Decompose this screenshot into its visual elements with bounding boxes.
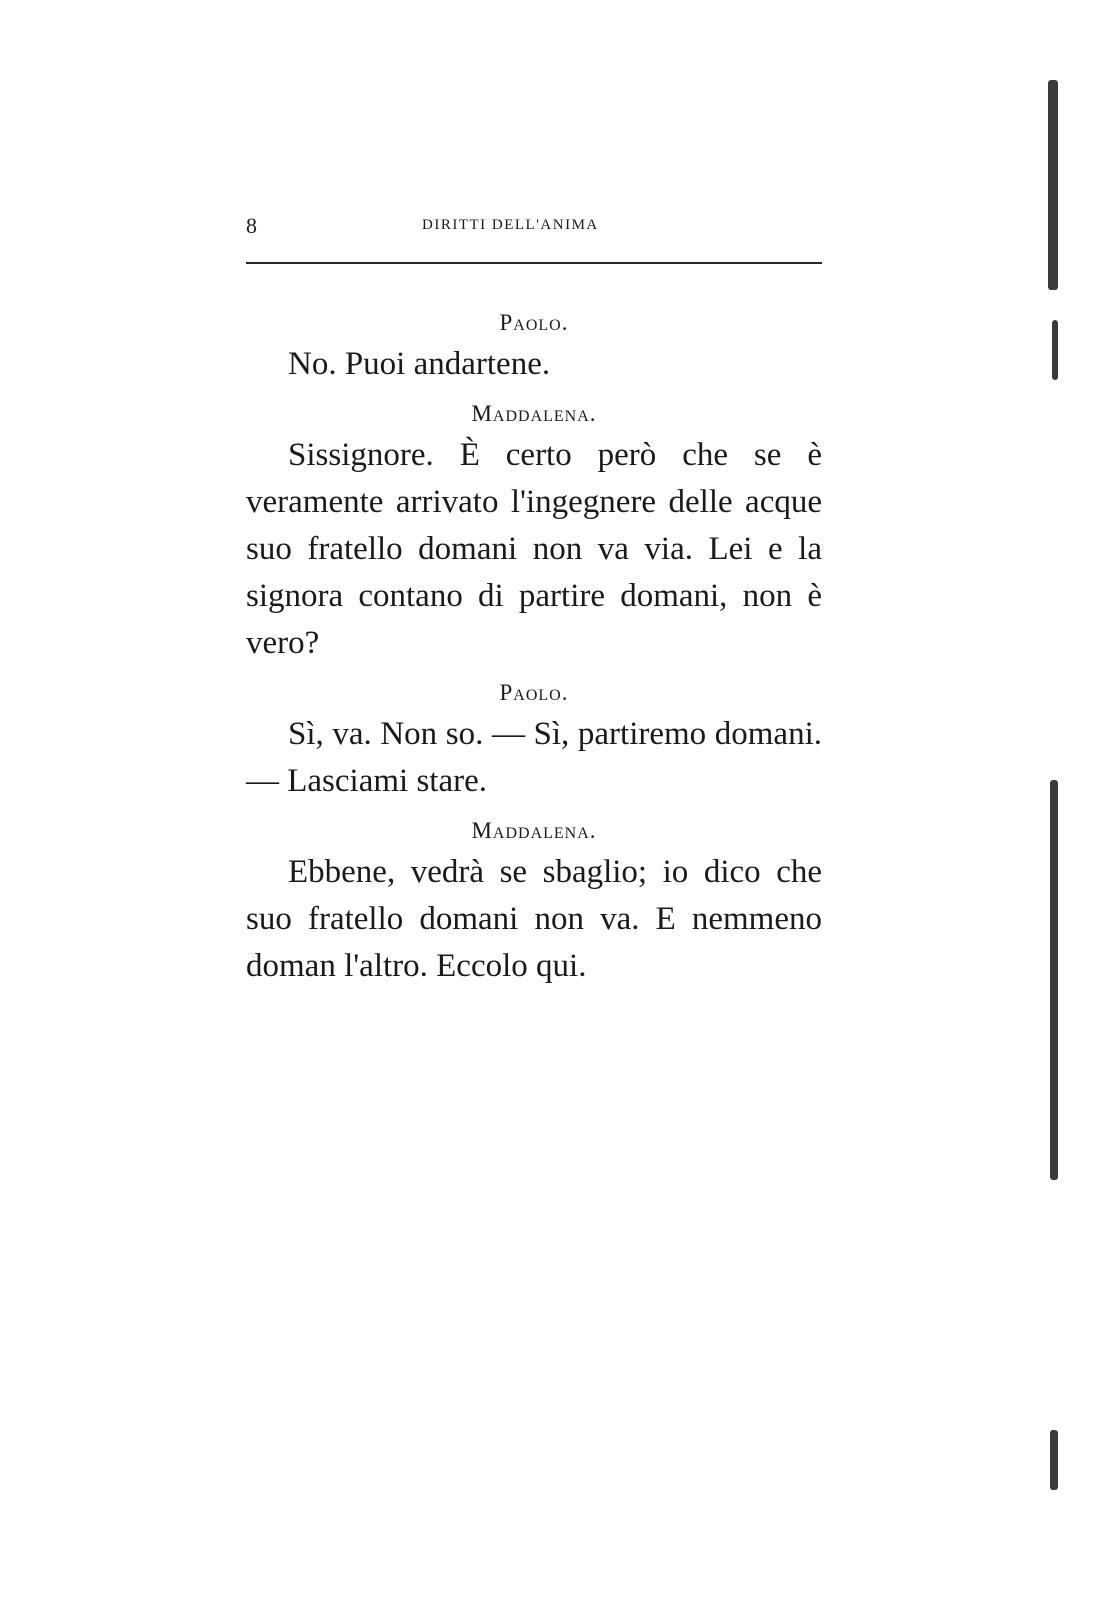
running-title: DIRITTI DELL'ANIMA [422, 217, 599, 233]
speaker-name: Maddalena. [471, 401, 597, 426]
page-number: 8 [246, 213, 257, 238]
header-rule [246, 262, 822, 264]
speaker-name: Paolo. [499, 680, 569, 705]
speaker-name: Paolo. [499, 310, 569, 335]
speech-paragraph: Ebbene, vedrà se sbaglio; io dico che suo fratello domani non va. E nemmeno doman l'altro. Eccolo qui. [246, 854, 822, 984]
binding-edge-mark [1050, 780, 1058, 1180]
speech-paragraph: Sissignore. È certo però che se è veramente arrivato l'ingegnere delle acque suo fratello domani non va via. Lei e la signora contano di partire domani, non è vero? [246, 437, 822, 661]
binding-edge-mark [1048, 80, 1058, 290]
speech-paragraph: No. Puoi andartene. [288, 346, 551, 382]
binding-edge-mark [1050, 1430, 1058, 1490]
dialogue-body [246, 305, 822, 990]
binding-edge-mark [1052, 320, 1058, 380]
speaker-name: Maddalena. [471, 818, 597, 843]
page-header [246, 213, 822, 243]
speech-paragraph: Sì, va. Non so. — Sì, partiremo domani. — Lasciami stare. [246, 716, 822, 799]
